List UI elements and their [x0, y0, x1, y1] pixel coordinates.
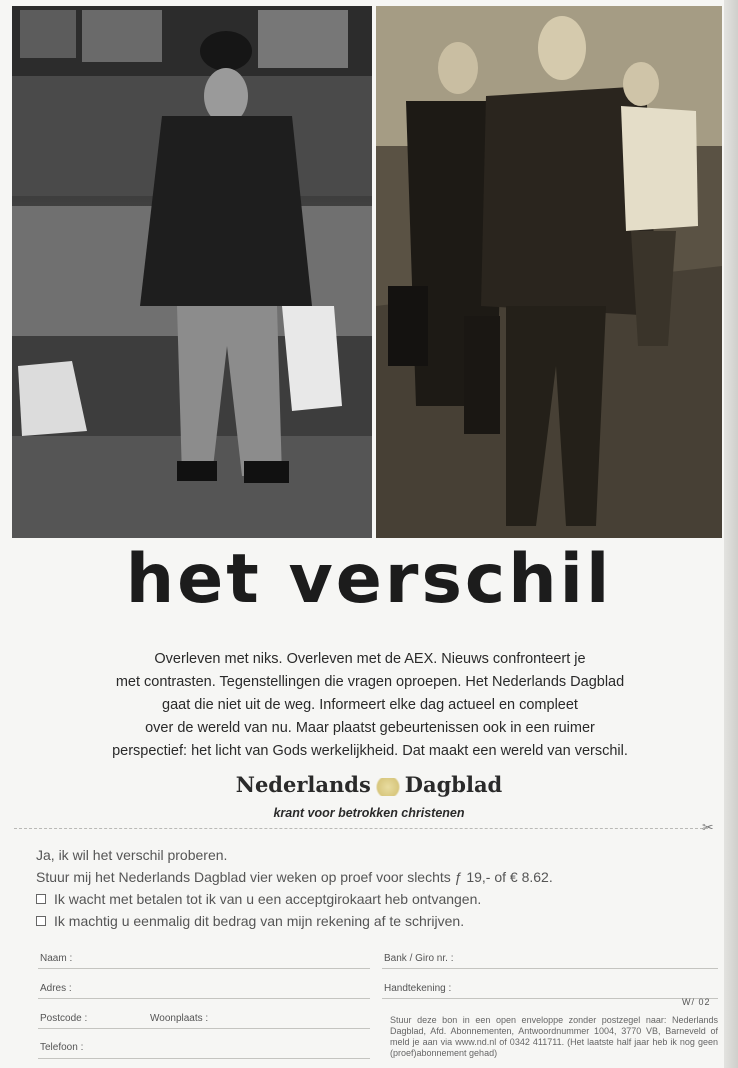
input-handtekening[interactable]: [382, 998, 718, 999]
input-postcode-woonplaats[interactable]: [38, 1028, 370, 1029]
body-line: gaat die niet uit de weg. Informeert elke dag actueel en compleet: [162, 697, 578, 713]
checkbox-acceptgiro[interactable]: [36, 894, 46, 904]
label-adres: Adres :: [40, 983, 72, 994]
coupon-offer: Stuur mij het Nederlands Dagblad vier weken op proef voor slechts ƒ 19,- of € 8.62.: [36, 869, 553, 885]
headline: het verschil: [125, 540, 613, 619]
coupon-option-2[interactable]: [36, 910, 676, 932]
label-woonplaats: Woonplaats :: [150, 1013, 209, 1024]
label-bank: Bank / Giro nr. :: [384, 953, 454, 964]
body-line: over de wereld van nu. Maar plaatst gebeurtenissen ook in een ruimer: [145, 720, 595, 736]
label-handtekening: Handtekening :: [384, 983, 452, 994]
body-line: Overleven met niks. Overleven met de AEX. Nieuws confronteert je: [154, 651, 586, 667]
label-naam: Naam :: [40, 953, 73, 964]
body-line: met contrasten. Tegenstellingen die vragen oproepen. Het Nederlands Dagblad: [115, 674, 625, 690]
brand-name-left: Nederlands: [235, 772, 371, 797]
body-copy: [60, 648, 680, 763]
crest-icon: [373, 778, 403, 796]
coupon-text: [36, 844, 676, 932]
body-line: perspectief: het licht van Gods werkelijkheid. Dat maakt een wereld van verschil.: [112, 743, 628, 759]
brand-name-right: Dagblad: [404, 772, 503, 797]
photo-homeless-man: [12, 6, 372, 538]
checkbox-machtiging[interactable]: [36, 916, 46, 926]
mailing-instructions: Stuur deze bon in een open enveloppe zonder postzegel naar: Nederlands Dagblad, Afd. Abonnementen, Antwoordnummer 1004, 3770 VB, Barneveld of meld je aan via www.nd.nl of 0342 411711. (Het laatste half jaar heb ik nog geen (proef)abonnement gehad): [390, 1015, 718, 1058]
input-adres[interactable]: [38, 998, 370, 999]
option-label: Ik machtig u eenmalig dit bedrag van mijn rekening af te schrijven.: [54, 913, 465, 929]
brand-logo: [0, 772, 738, 797]
brand-tagline: krant voor betrokken christenen: [273, 806, 465, 820]
coupon-intro: Ja, ik wil het verschil proberen.: [36, 847, 228, 863]
input-naam[interactable]: [38, 968, 370, 969]
input-telefoon[interactable]: [38, 1058, 370, 1059]
coupon-code: W/ 02: [682, 997, 711, 1007]
photo-businessmen: [376, 6, 722, 538]
label-postcode: Postcode :: [40, 1013, 88, 1024]
input-bank[interactable]: [382, 968, 718, 969]
cut-line: [14, 828, 708, 829]
label-telefoon: Telefoon :: [40, 1042, 84, 1053]
page-edge: [724, 0, 738, 1068]
coupon-option-1[interactable]: [36, 888, 676, 910]
scissors-icon: ✂: [702, 820, 714, 836]
option-label: Ik wacht met betalen tot ik van u een acceptgirokaart heb ontvangen.: [54, 891, 482, 907]
